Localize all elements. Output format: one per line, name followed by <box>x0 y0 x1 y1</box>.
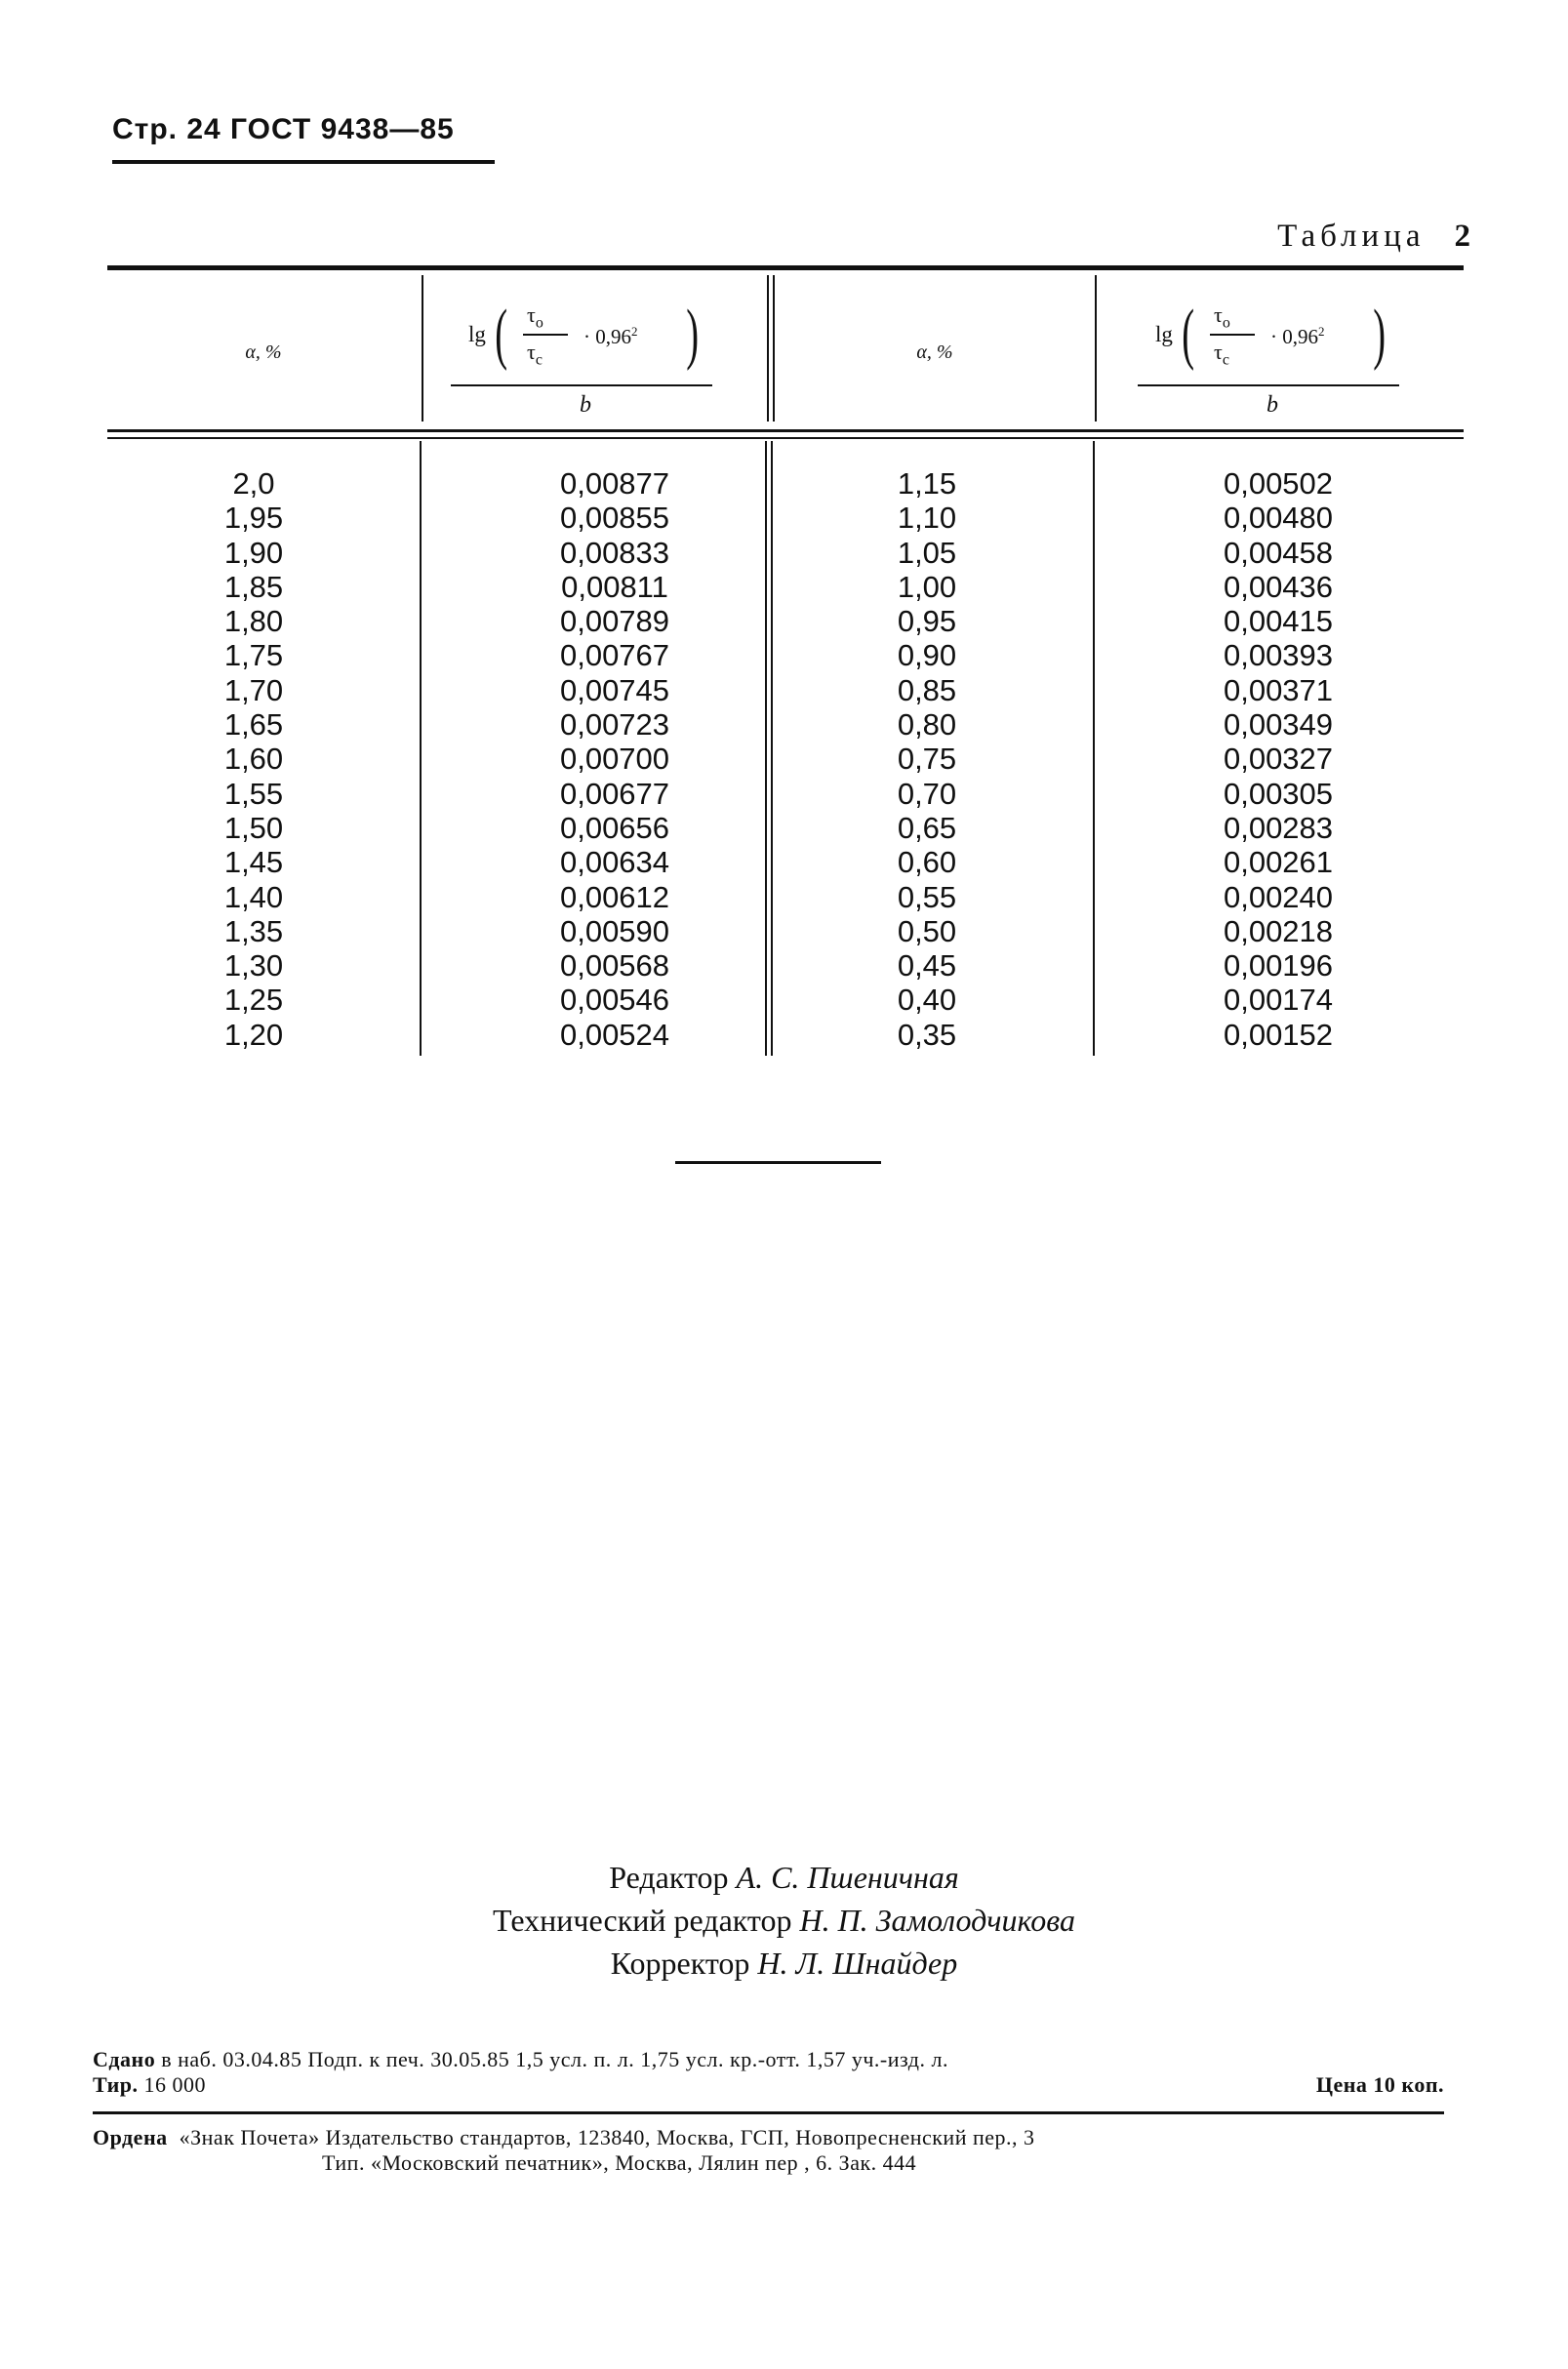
imprint-line-1: Сдано в наб. 03.04.85 Подп. к печ. 30.05.85 1,5 усл. п. л. 1,75 усл. кр.-отт. 1,57 уч.-изд. л. <box>93 2047 948 2071</box>
table-cell: 1,15 <box>897 466 957 501</box>
formula-paren-open: ( <box>1182 297 1195 372</box>
table-cell: 1,30 <box>223 948 284 984</box>
column-divider-double <box>767 275 769 422</box>
formula-lg: lg <box>1155 322 1173 346</box>
table-cell: 0,00811 <box>561 569 668 604</box>
col-header-formula-left <box>429 283 742 418</box>
formula-tauc: $\tau_c$ <box>527 340 543 369</box>
table-cell: 0,40 <box>897 983 957 1018</box>
col-header-alpha-right: α, % <box>916 341 953 363</box>
table-cell: 0,00196 <box>1223 948 1334 984</box>
column-divider <box>420 441 422 1056</box>
formula-lg: lg <box>468 322 486 346</box>
formula-tauc: $\tau_c$ <box>1214 340 1229 369</box>
table-cell: 1,00 <box>897 569 957 604</box>
table-cell: 1,70 <box>223 672 284 707</box>
column-left-alpha <box>176 466 332 1052</box>
formula-fraction-line <box>1210 334 1255 336</box>
table-cell: 0,45 <box>897 948 957 984</box>
table-cell: 0,75 <box>897 742 957 777</box>
table-cell: 0,55 <box>897 879 957 914</box>
table-cell: 0,00393 <box>1223 638 1334 673</box>
table-cell: 0,00568 <box>559 948 670 984</box>
column-left-value <box>517 466 712 1052</box>
imprint-line-4: Тип. «Московский печатник», Москва, Лялин пер , 6. Зак. 444 <box>322 2150 917 2175</box>
formula-paren-close: ) <box>686 297 700 372</box>
table-cell: 0,00261 <box>1223 845 1334 880</box>
table-cell: 0,00700 <box>559 742 670 777</box>
table-cell: 1,25 <box>223 983 284 1018</box>
formula-denominator: b <box>580 392 591 418</box>
credit-corrector: Корректор Н. Л. Шнайдер <box>610 1946 958 1981</box>
table-cell: 0,00480 <box>1223 501 1334 536</box>
column-right-alpha <box>839 466 1015 1052</box>
table-cell: 0,00546 <box>559 983 670 1018</box>
column-divider-double <box>771 441 773 1056</box>
table-header-rule <box>107 429 1464 432</box>
col-header-formula-right <box>1116 283 1428 418</box>
table-cell: 0,00458 <box>1223 535 1334 570</box>
table-cell: 0,65 <box>897 810 957 845</box>
formula-paren-close: ) <box>1373 297 1387 372</box>
imprint-line-2: Тир. 16 000 Цена 10 коп. <box>93 2072 1444 2097</box>
table-cell: 0,00305 <box>1223 776 1334 811</box>
table-cell: 1,90 <box>223 535 284 570</box>
table-cell: 0,00612 <box>559 879 670 914</box>
table-cell: 0,00152 <box>1223 1017 1334 1052</box>
table-top-rule <box>107 265 1464 270</box>
formula-tau0: $\tau_o$ <box>527 302 543 332</box>
table-cell: 1,10 <box>897 501 957 536</box>
column-divider-double <box>765 441 767 1056</box>
table-cell: 0,00415 <box>1223 604 1334 639</box>
credit-editor: Редактор А. С. Пшеничная <box>609 1860 959 1895</box>
table-cell: 0,00745 <box>559 672 670 707</box>
column-divider <box>422 275 423 422</box>
table-caption <box>1277 219 1470 255</box>
formula-multiplier: · $0,96^2$ <box>583 324 638 348</box>
formula-tau0: $\tau_o$ <box>1214 302 1230 332</box>
table-cell: 1,60 <box>223 742 284 777</box>
table-cell: 0,60 <box>897 845 957 880</box>
table-cell: 0,00677 <box>559 776 670 811</box>
table-cell: 0,00240 <box>1223 879 1334 914</box>
page-header: Стр. 24 ГОСТ 9438—85 <box>112 113 455 145</box>
table-cell: 1,40 <box>223 879 284 914</box>
table-cell: 1,95 <box>223 501 284 536</box>
table-caption-number: 2 <box>1454 219 1470 254</box>
table-cell: 0,00767 <box>559 638 670 673</box>
table-cell: 0,85 <box>897 672 957 707</box>
table-cell: 1,50 <box>223 810 284 845</box>
table-cell: 0,00349 <box>1223 707 1334 743</box>
table-cell: 0,00877 <box>559 466 670 501</box>
table-cell: 0,00218 <box>1223 913 1334 948</box>
table-cell: 0,00855 <box>559 501 670 536</box>
table-cell: 0,00327 <box>1223 742 1334 777</box>
table-cell: 1,80 <box>223 604 284 639</box>
table-cell: 0,00656 <box>559 810 670 845</box>
formula-main-line <box>451 384 712 386</box>
col-header-alpha-left: α, % <box>245 341 282 363</box>
table-cell: 0,35 <box>897 1017 957 1052</box>
table-cell: 0,50 <box>897 913 957 948</box>
table-cell: 0,95 <box>897 604 957 639</box>
credits-block <box>0 1856 1568 1985</box>
table-cell: 0,00371 <box>1223 672 1334 707</box>
table-cell: 0,00283 <box>1223 810 1334 845</box>
column-divider <box>1095 275 1097 422</box>
table-cell: 1,05 <box>897 535 957 570</box>
imprint-rule <box>93 2111 1444 2114</box>
table-cell: 0,00789 <box>559 604 670 639</box>
table-cell: 1,75 <box>223 638 284 673</box>
table-cell: 0,00174 <box>1223 983 1334 1018</box>
column-divider <box>1093 441 1095 1056</box>
table-cell: 2,0 <box>232 466 275 501</box>
table-end-rule <box>675 1161 881 1164</box>
formula-main-line <box>1138 384 1399 386</box>
table-cell: 1,65 <box>223 707 284 743</box>
table-cell: 0,00833 <box>559 535 670 570</box>
table-cell: 0,00502 <box>1223 466 1334 501</box>
formula-fraction-line <box>523 334 568 336</box>
credit-tech-editor: Технический редактор Н. П. Замолодчикова <box>493 1903 1075 1938</box>
imprint-price: Цена 10 коп. <box>1315 2072 1444 2097</box>
imprint-line-3: Ордена «Знак Почета» Издательство стандартов, 123840, Москва, ГСП, Новопресненский пер., 3 <box>93 2125 1035 2149</box>
table-cell: 1,85 <box>223 569 284 604</box>
formula-paren-open: ( <box>495 297 508 372</box>
table-cell: 1,20 <box>223 1017 284 1052</box>
table-cell: 0,00723 <box>559 707 670 743</box>
table-cell: 1,45 <box>223 845 284 880</box>
header-rule <box>112 160 495 164</box>
table-cell: 0,80 <box>897 707 957 743</box>
table-caption-word: Таблица <box>1277 219 1426 254</box>
table-cell: 0,00436 <box>1223 569 1334 604</box>
table-cell: 0,70 <box>897 776 957 811</box>
column-divider-double <box>773 275 775 422</box>
table-cell: 0,00634 <box>559 845 670 880</box>
table-cell: 1,55 <box>223 776 284 811</box>
table-cell: 0,00590 <box>559 913 670 948</box>
table-header-rule-2 <box>107 437 1464 439</box>
formula-multiplier: · $0,96^2$ <box>1270 324 1325 348</box>
formula-denominator: b <box>1266 392 1278 418</box>
column-right-value <box>1181 466 1376 1052</box>
table-cell: 0,90 <box>897 638 957 673</box>
table-cell: 1,35 <box>223 913 284 948</box>
table-cell: 0,00524 <box>559 1017 670 1052</box>
